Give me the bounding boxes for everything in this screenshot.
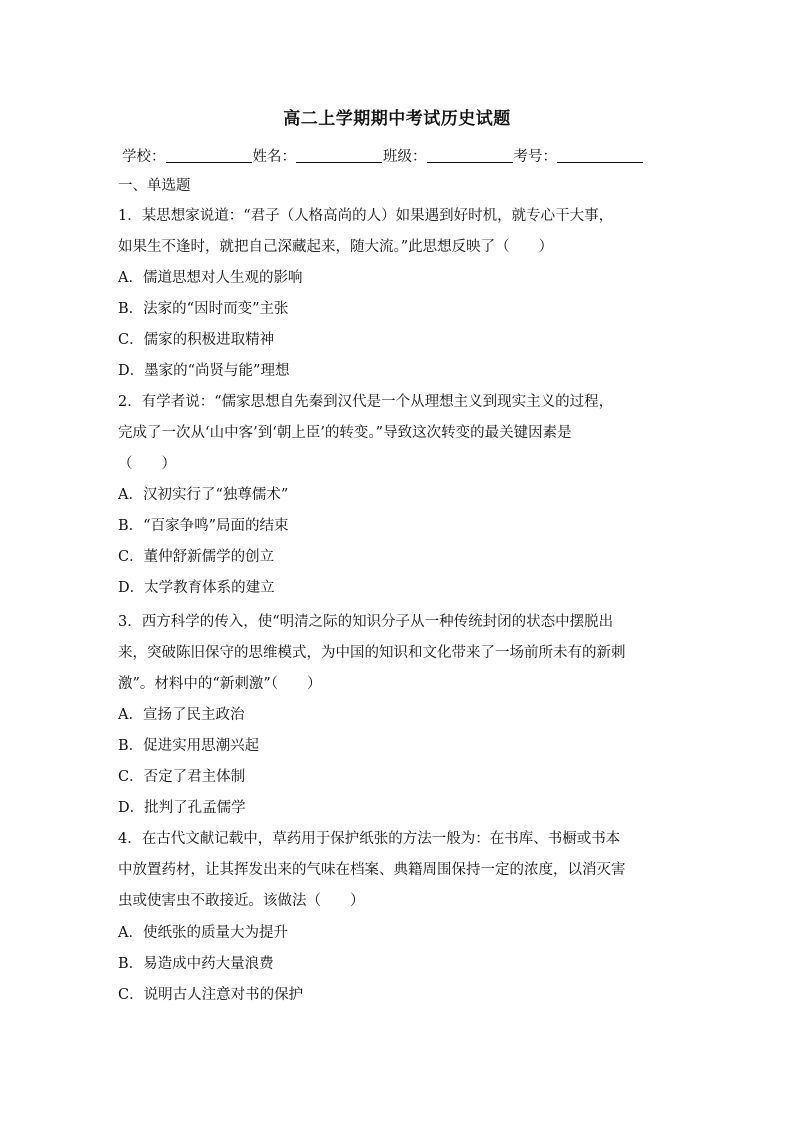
question-2-option-c: C．董仲舒新儒学的创立 [118, 549, 275, 565]
question-2-option-a: A．汉初实行了“独尊儒术” [118, 487, 289, 503]
question-1-line-1: 1．某思想家说道：“君子（人格高尚的人）如果遇到好时机，就专心干大事， [118, 208, 614, 224]
question-2-line-1: 2．有学者说：“儒家思想自先秦到汉代是一个从理想主义到现实主义的过程， [118, 394, 614, 410]
exam-no-label: 考号： [513, 149, 557, 165]
question-3-line-2: 来，突破陈旧保守的思维模式，为中国的知识和文化带来了一场前所未有的新刺 [118, 645, 626, 661]
question-1-option-c: C．儒家的积极进取精神 [118, 332, 275, 348]
question-3-line-3: 激”。材料中的“新刺激”（ ） [118, 676, 322, 692]
question-3-option-b: B．促进实用思潮兴起 [118, 738, 260, 754]
question-2-option-d: D．太学教育体系的建立 [118, 580, 275, 596]
student-info-row [122, 145, 644, 166]
page-title: 高二上学期期中考试历史试题 [283, 109, 511, 129]
question-2-line-3: （ ） [118, 456, 176, 472]
question-4-line-2: 中放置药材，让其挥发出来的气味在档案、典籍周围保持一定的浓度，以消灭害 [118, 862, 626, 878]
school-label: 学校： [122, 149, 166, 165]
question-3-option-d: D．批判了孔孟儒学 [118, 800, 246, 816]
name-blank[interactable] [296, 148, 382, 163]
question-2-line-2: 完成了一次从‘山中客’到‘朝上臣’的转变。”导致这次转变的最关键因素是 [118, 425, 572, 441]
section-heading: 一、单选题 [118, 178, 191, 194]
question-4-option-a: A．使纸张的质量大为提升 [118, 925, 288, 941]
question-4-option-b: B．易造成中药大量浪费 [118, 956, 274, 972]
class-label: 班级： [383, 149, 427, 165]
exam-no-blank[interactable] [557, 148, 643, 163]
question-2-option-b: B．“百家争鸣”局面的结束 [118, 518, 289, 534]
question-1-option-b: B．法家的“因时而变”主张 [118, 301, 289, 317]
question-4-line-1: 4．在古代文献记载中，草药用于保护纸张的方法一般为：在书库、书橱或书本 [118, 831, 621, 847]
question-3-line-1: 3．西方科学的传入，使“明清之际的知识分子从一种传统封闭的状态中摆脱出 [118, 614, 614, 630]
name-label: 姓名： [252, 149, 296, 165]
question-3-option-a: A．宣扬了民主政治 [118, 707, 245, 723]
question-1-option-d: D．墨家的“尚贤与能”理想 [118, 363, 290, 379]
class-blank[interactable] [427, 148, 513, 163]
school-blank[interactable] [166, 148, 252, 163]
question-4-option-c: C．说明古人注意对书的保护 [118, 987, 304, 1003]
question-4-line-3: 虫或使害虫不敢接近。该做法（ ） [118, 893, 365, 909]
question-1-option-a: A．儒道思想对人生观的影响 [118, 270, 303, 286]
question-3-option-c: C．否定了君主体制 [118, 769, 246, 785]
question-1-line-2: 如果生不逢时，就把自己深藏起来，随大流。”此思想反映了（ ） [118, 239, 554, 255]
